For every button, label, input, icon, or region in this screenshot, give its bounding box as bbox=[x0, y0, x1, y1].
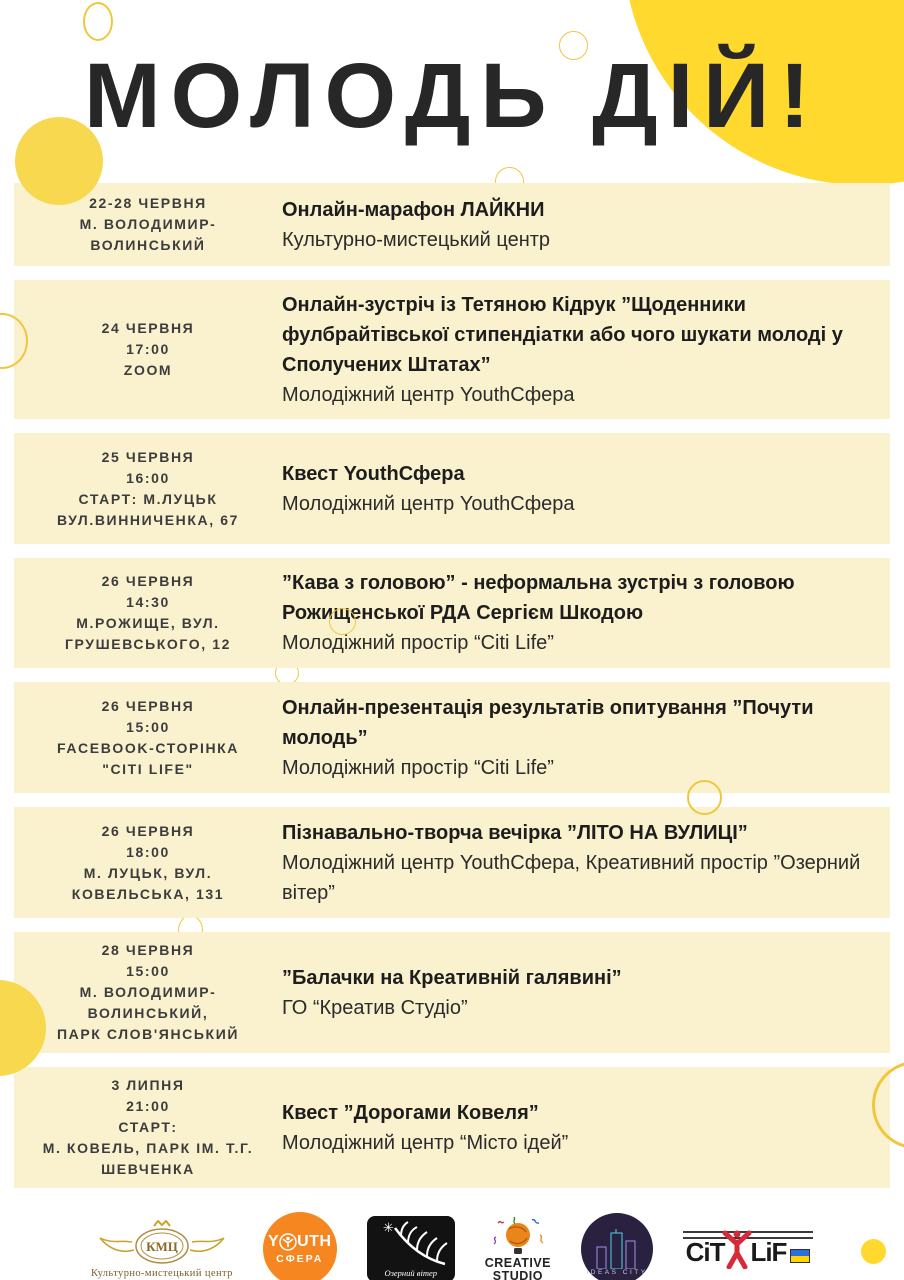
ideas-city-circle bbox=[581, 1213, 653, 1280]
event-date bbox=[14, 447, 282, 531]
event-title: ”Балачки на Креативній галявині” bbox=[282, 966, 622, 989]
event-date-line: 22-28 ЧЕРВНЯ bbox=[89, 195, 207, 211]
event-row bbox=[14, 558, 890, 668]
logo-ideas-city bbox=[581, 1213, 653, 1280]
event-organizer: Культурно-мистецький центр bbox=[282, 228, 551, 251]
person-icon bbox=[279, 1233, 297, 1251]
event-date-line: 25 ЧЕРВНЯ bbox=[101, 448, 195, 465]
event-title: Онлайн-презентація результатів опитування ”Почути молодь” bbox=[282, 696, 814, 749]
event-title: Квест YouthСфера bbox=[282, 462, 465, 485]
citylife-text-right: LiF bbox=[750, 1237, 787, 1267]
youthsfera-circle bbox=[263, 1212, 337, 1280]
event-list bbox=[14, 183, 890, 1188]
event-content bbox=[282, 693, 890, 783]
event-date-line: КОВЕЛЬСЬКА, 131 bbox=[71, 885, 225, 902]
event-title: ”Кава з головою” - неформальна зустріч з головою Рожищенської РДА Сергієм Шкодою bbox=[282, 572, 795, 624]
event-date-line: ШЕВЧЕНКА bbox=[101, 1161, 195, 1177]
event-date-line: FACEBOOK-СТОРІНКА bbox=[56, 739, 240, 756]
event-date-line: М. ВОЛОДИМИР- bbox=[79, 984, 217, 1000]
ozerny-caption: Озерний вітер bbox=[384, 1268, 437, 1278]
event-date-line: ВОЛИНСЬКИЙ bbox=[90, 237, 206, 253]
event-date-line: 17:00 bbox=[126, 341, 170, 357]
ideas-city-caption: IDEAS CITY bbox=[586, 1269, 648, 1276]
logo-creative-studio bbox=[485, 1215, 551, 1280]
event-date-line: 16:00 bbox=[126, 469, 170, 486]
event-organizer: Молодіжний центр YouthСфера bbox=[282, 383, 575, 406]
event-date-line: М. КОВЕЛЬ, ПАРК ІМ. Т.Г. bbox=[42, 1140, 254, 1156]
creative-studio-line2: STUDIO bbox=[492, 1269, 543, 1280]
event-content bbox=[282, 818, 890, 908]
event-date-line: 21:00 bbox=[126, 1098, 170, 1114]
event-date-line: 26 ЧЕРВНЯ bbox=[101, 573, 195, 589]
event-organizer: Молодіжний центр “Місто ідей” bbox=[282, 1131, 569, 1154]
event-title: Пізнавально-творча вечірка ”ЛІТО НА ВУЛИЦІ” bbox=[282, 821, 748, 844]
red-person-icon bbox=[722, 1229, 752, 1269]
event-row bbox=[14, 280, 890, 419]
kmts-emblem-icon bbox=[92, 1220, 232, 1266]
buildings-icon bbox=[593, 1229, 641, 1269]
event-content bbox=[282, 963, 890, 1023]
event-date-line: 18:00 bbox=[126, 843, 170, 860]
svg-text:КМЦ: КМЦ bbox=[145, 1238, 178, 1254]
event-organizer: Молодіжний центр YouthСфера bbox=[282, 492, 575, 515]
lightbulb-doodle-icon bbox=[490, 1215, 546, 1257]
decorative-circle-outline bbox=[329, 608, 356, 635]
event-date-line: М. ЛУЦЬК, ВУЛ. bbox=[83, 864, 213, 881]
event-date-line: 26 ЧЕРВНЯ bbox=[101, 822, 195, 839]
event-title: Онлайн-зустріч із Тетяною Кідрук ”Щоденники фулбрайтівської стипендіатки або чого шукати молоді у Сполучених Штатах” bbox=[282, 293, 843, 376]
youthsfera-wordmark bbox=[268, 1233, 332, 1251]
event-organizer: Молодіжний центр YouthСфера, Креативний простір ”Озерний вітер” bbox=[282, 851, 861, 904]
event-date-line: ГРУШЕВСЬКОГО, 12 bbox=[65, 636, 231, 652]
event-title: Квест ”Дорогами Ковеля” bbox=[282, 1101, 539, 1124]
event-date-line: 26 ЧЕРВНЯ bbox=[101, 697, 195, 714]
event-date-line: 15:00 bbox=[126, 718, 170, 735]
youth-letter: Y bbox=[267, 1233, 280, 1250]
header bbox=[0, 0, 904, 183]
svg-text:✳: ✳ bbox=[382, 1220, 394, 1235]
event-content bbox=[282, 290, 890, 410]
event-date-line: М.РОЖИЩЕ, ВУЛ. bbox=[76, 615, 220, 631]
decorative-circle-outline bbox=[687, 780, 722, 815]
ozerny-box bbox=[367, 1216, 455, 1280]
event-row bbox=[14, 807, 890, 918]
event-content bbox=[282, 459, 890, 519]
event-row bbox=[14, 932, 890, 1053]
event-date-line: "CITI LIFE" bbox=[102, 760, 194, 777]
poster-title: МОЛОДЬ ДІЙ! bbox=[84, 45, 820, 147]
event-row bbox=[14, 1067, 890, 1188]
event-date-line: ВОЛИНСЬКИЙ, bbox=[87, 1005, 209, 1021]
event-organizer: Молодіжний простір “Citi Life” bbox=[282, 756, 554, 779]
event-row bbox=[14, 433, 890, 544]
event-date-line: 28 ЧЕРВНЯ bbox=[101, 942, 195, 958]
event-organizer: Молодіжний простір “Citi Life” bbox=[282, 632, 554, 654]
event-date bbox=[14, 696, 282, 780]
event-content bbox=[282, 568, 890, 658]
partner-logos bbox=[0, 1212, 904, 1280]
event-date-line: ВУЛ.ВИННИЧЕНКА, 67 bbox=[56, 511, 239, 528]
creative-studio-line1: CREATIVE bbox=[484, 1256, 552, 1270]
ukraine-flag-icon bbox=[790, 1249, 810, 1263]
youth-letters: UTH bbox=[297, 1233, 332, 1250]
event-title: Онлайн-марафон ЛАЙКНИ bbox=[282, 198, 545, 221]
event-date bbox=[14, 1075, 282, 1180]
logo-citylife bbox=[683, 1223, 813, 1275]
event-date bbox=[14, 821, 282, 905]
event-organizer: ГО “Креатив Студіо” bbox=[282, 996, 468, 1019]
youthsfera-subtitle: СФЕРА bbox=[276, 1253, 324, 1265]
event-date-line: 3 ЛИПНЯ bbox=[111, 1077, 185, 1093]
citylife-wordmark bbox=[683, 1229, 813, 1269]
event-date bbox=[14, 940, 282, 1045]
logo-ozerny-viter bbox=[367, 1216, 455, 1280]
event-content bbox=[282, 1098, 890, 1158]
logo-kmts bbox=[91, 1220, 233, 1279]
event-date-line: СТАРТ: bbox=[118, 1119, 178, 1135]
citylife-text-left: CiT bbox=[685, 1237, 725, 1267]
event-row bbox=[14, 183, 890, 266]
event-date-line: 15:00 bbox=[126, 963, 170, 979]
event-date-line: СТАРТ: М.ЛУЦЬК bbox=[78, 490, 218, 507]
event-date-line: 14:30 bbox=[126, 594, 170, 610]
event-row bbox=[14, 682, 890, 793]
event-date-line: 24 ЧЕРВНЯ bbox=[101, 320, 195, 336]
citylife-lockup bbox=[683, 1223, 813, 1275]
event-date-line: ZOOM bbox=[123, 362, 173, 378]
event-content bbox=[282, 195, 890, 255]
logo-youthsfera bbox=[263, 1212, 337, 1280]
event-date-line: ПАРК СЛОВ'ЯНСЬКИЙ bbox=[56, 1026, 240, 1042]
event-date-line: М. ВОЛОДИМИР- bbox=[79, 216, 217, 232]
event-date bbox=[14, 318, 282, 381]
kmts-caption: Культурно-мистецький центр bbox=[90, 1267, 233, 1279]
event-date bbox=[14, 571, 282, 655]
